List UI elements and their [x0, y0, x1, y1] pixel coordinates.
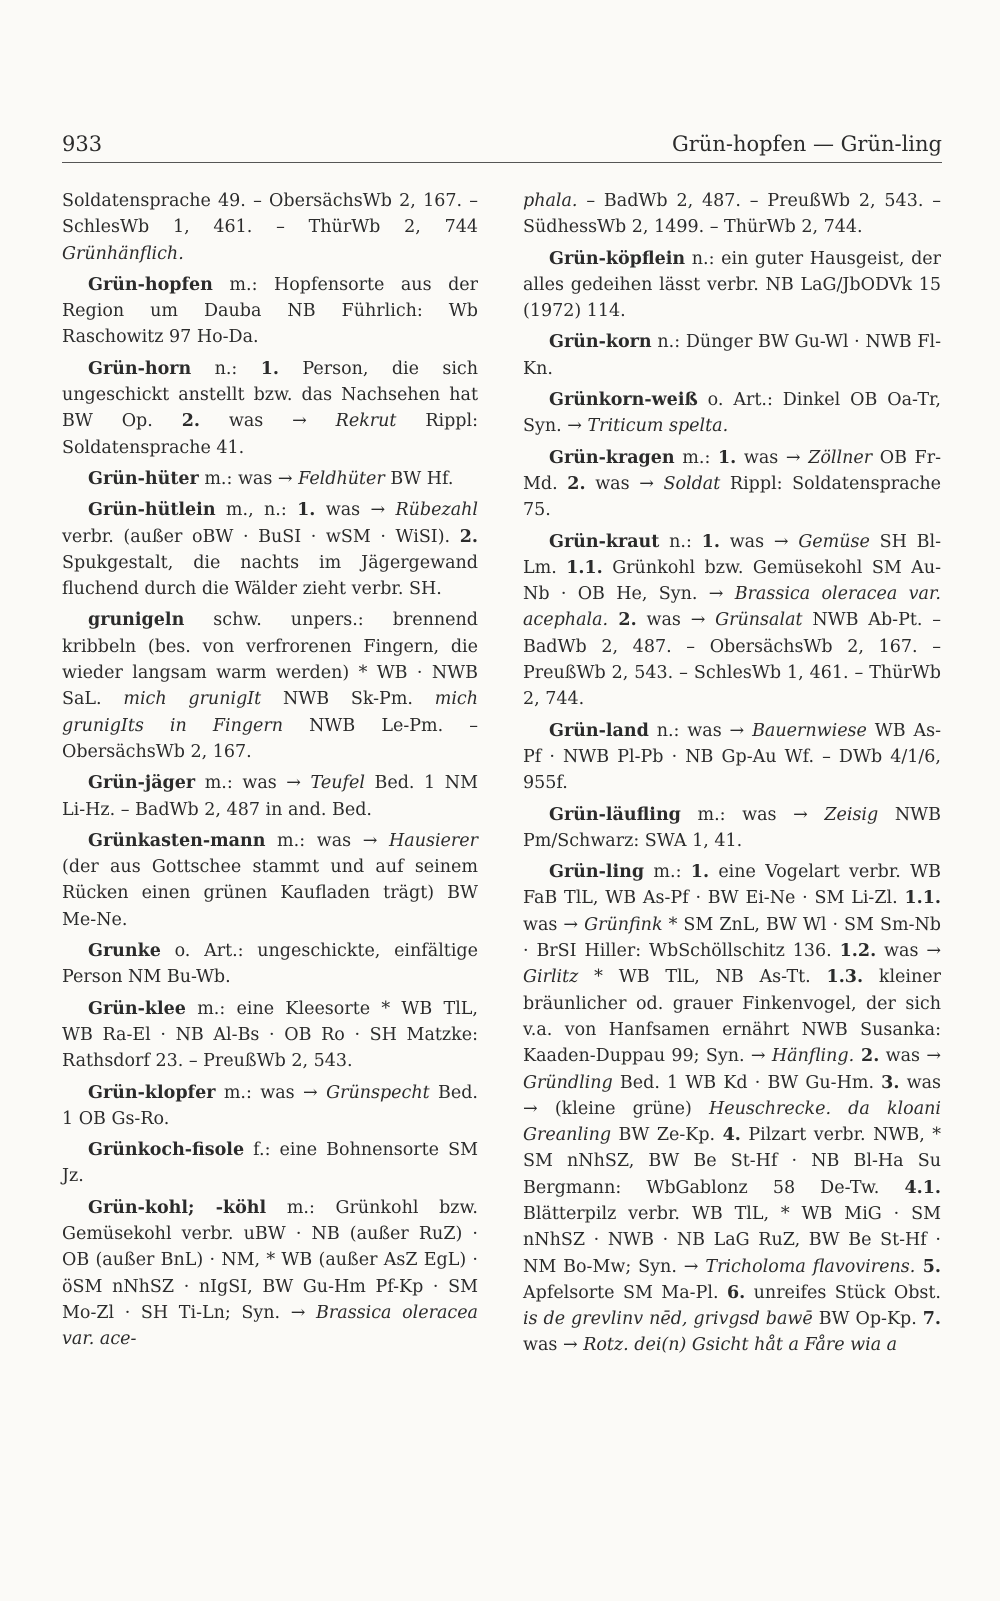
entry-gruen-huetlein: Grün-hütlein m., n.: 1. was → Rübezahl verbr. (außer oBW · BuSI · wSM · WiSI). 2. Spukgestalt, die nachts im Jägergewand fluchend durch die Wälder zieht verbr. SH. [62, 500, 479, 600]
entry-gruen-kraut: Grün-kraut n.: 1. was → Gemüse SH Bl-Lm. 1.1. Grünkohl bzw. Gemüsekohl SM Au-Nb · OB He, Syn. → Brassica oleracea var. acephala. 2. was → Grünsalat NWB Ab-Pt. – BadWb 2, 487. – ObersächsWb 2, 167. – PreußWb 2, 543. – SchlesWb 1, 461. – ThürWb 2, 744. [523, 531, 942, 710]
entry-gruen-kohl: Grün-kohl; -köhl m.: Grünkohl bzw. Gemüsekohl verbr. uBW · NB (außer RuZ) · OB (außer BnL) · NM, * WB (außer AsZ EgL) · öSM nNhSZ · nIgSI, BW Gu-Hm Pf-Kp · SM Mo-Zl · SH Ti-Ln; Syn. → Brassica oleracea var. ace- [62, 1197, 478, 1350]
entry-gruenkasten-mann: Grünkasten-mann m.: was → Hausierer (der aus Gottschee stammt und auf seinem Rücken einen grünen Kaufladen trägt) BW Me-Ne. [62, 830, 478, 930]
entry-gruen-hueter: Grün-hüter m.: was → Feldhüter BW Hf. [88, 468, 454, 489]
entry-gruen-ling: Grün-ling m.: 1. eine Vogelart verbr. WB FaB TlL, WB As-Pf · BW Ei-Ne · SM Li-Zl. 1.1. was → Grünfink * SM ZnL, BW Wl · SM Sm-Nb · BrSI Hiller: WbSchöllschitz 136. 1.2. was → Girlitz * WB TlL, NB As-Tt. 1.3. kleiner bräunlicher od. grauer Finkenvogel, der sich v.a. von Hanfsamen ernährt NWB Susanka: Kaaden-Duppau 99; Syn. → Hänfling. 2. was → Gründling Bed. 1 WB Kd · BW Gu-Hm. 3. was → (kleine grüne) Heuschrecke. da kloani Greanling BW Ze-Kp. 4. Pilzart verbr. NWB, * SM nNhSZ, BW Be St-Hf · NB Bl-Ha Su Bergmann: WbGablonz 58 De-Tw. 4.1. Blätterpilz verbr. WB TlL, * WB MiG · SM nNhSZ · NWB · NB LaG RuZ, BW Be St-Hf · NM Bo-Mw; Syn. → Tricholoma flavovirens. 5. Apfelsorte SM Ma-Pl. 6. unreifes Stück Obst. is de grevlinv nēd, grivgsd bawē BW Op-Kp. 7. was → Rotz. dei(n) Gsicht håt a Fåre wia a [523, 862, 941, 1356]
entry-continuation: Soldatensprache 49. – ObersächsWb 2, 167. – SchlesWb 1, 461. – ThürWb 2, 744 Grünhänflich. [62, 191, 478, 264]
page-number: 933 [62, 132, 103, 156]
right-column [523, 188, 941, 1364]
entry-gruen-land: Grün-land n.: was → Bauernwiese WB As-Pf · NWB Pl-Pb · NB Gp-Au Wf. – DWb 4/1/6, 955f. [523, 720, 941, 794]
entry-gruen-hopfen: Grün-hopfen m.: Hopfensorte aus der Region um Dauba NB Führlich: Wb Raschowitz 97 Ho-Da. [62, 274, 478, 348]
entry-gruen-kragen: Grün-kragen m.: 1. was → Zöllner OB Fr-Md. 2. was → Soldat Rippl: Soldatensprache 75. [523, 447, 942, 521]
entry-gruen-korn: Grün-korn n.: Dünger BW Gu-Wl · NWB Fl-Kn. [523, 332, 941, 379]
entry-gruenkoch-fisole: Grünkoch-fisole f.: eine Bohnensorte SM Jz. [62, 1140, 478, 1187]
entry-grunigeln: grunigeln schw. unpers.: brennend kribbeln (bes. von verfrorenen Fingern, die wieder langsam warm werden) * WB · NWB SaL. mich grunigIt NWB Sk-Pm. mich grunigIts in Fingern NWB Le-Pm. – ObersächsWb 2, 167. [62, 610, 478, 762]
entry-gruen-klopfer: Grün-klopfer m.: was → Grünspecht Bed. 1 OB Gs-Ro. [62, 1082, 478, 1129]
entry-gruenkorn-weiss: Grünkorn-weiß o. Art.: Dinkel OB Oa-Tr, Syn. → Triticum spelta. [523, 390, 941, 437]
entry-gruen-jaeger: Grün-jäger m.: was → Teufel Bed. 1 NM Li-Hz. – BadWb 2, 487 in and. Bed. [62, 773, 478, 820]
entry-gruen-laeufling: Grün-läufling m.: was → Zeisig NWB Pm/Schwarz: SWA 1, 41. [523, 804, 941, 851]
entry-gruen-horn: Grün-horn n.: 1. Person, die sich ungeschickt anstellt bzw. das Nachsehen hat BW Op. 2. was → Rekrut Rippl: Soldatensprache 41. [62, 358, 479, 458]
entry-grunke: Grunke o. Art.: ungeschickte, einfältige Person NM Bu-Wb. [62, 941, 478, 988]
page-header [62, 128, 942, 163]
left-column [62, 188, 478, 1357]
entry-continuation: phala. – BadWb 2, 487. – PreußWb 2, 543. – SüdhessWb 2, 1499. – ThürWb 2, 744. [523, 191, 941, 238]
entry-gruen-klee: Grün-klee m.: eine Kleesorte * WB TlL, WB Ra-El · NB Al-Bs · OB Ro · SH Matzke: Rathsdorf 23. – PreußWb 2, 543. [62, 998, 478, 1072]
entry-gruen-koepflein: Grün-köpflein n.: ein guter Hausgeist, der alles gedeihen lässt verbr. NB LaG/JbODVk 15 (1972) 114. [523, 248, 941, 322]
running-title: Grün-hopfen — Grün-ling [671, 132, 942, 156]
